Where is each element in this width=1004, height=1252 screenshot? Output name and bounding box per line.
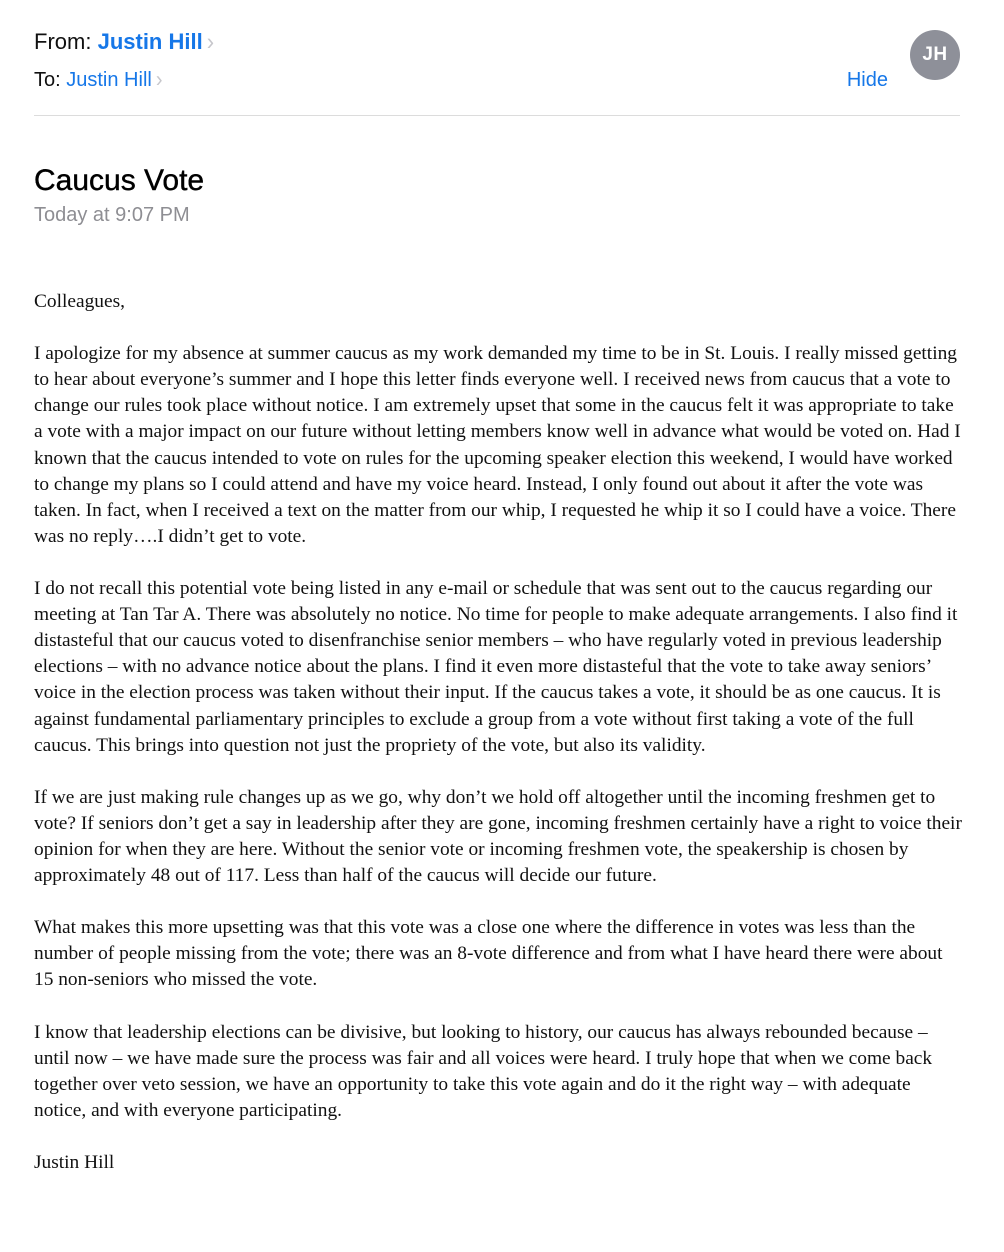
message-body bbox=[34, 289, 964, 1202]
signature: Justin Hill bbox=[34, 1152, 115, 1174]
to-label: To: bbox=[34, 69, 61, 91]
avatar[interactable]: JH bbox=[910, 30, 960, 80]
hide-details-button[interactable]: Hide bbox=[846, 69, 888, 91]
body-paragraph: If we are just making rule changes up as we go, why don’t we hold off altogether until the incoming freshmen get to vote? If seniors don’t get a say in leadership after they are gone, incoming freshmen certainly have a right to voice their opinion for when they are here. Without the senior vote or incoming freshmen vote, the speakership is chosen by approximately 48 out of 117. Less than half of the caucus will decide our future. bbox=[34, 786, 962, 887]
body-paragraph: I apologize for my absence at summer caucus as my work demanded my time to be in St. Louis. I really missed getting to hear about everyone’s summer and I hope this letter finds everyone well. I received news from caucus that a vote to change our rules took place without notice. I am extremely upset that some in the caucus felt it was appropriate to take a vote with a major impact on our future without letting members know well in advance what would be voted on. Had I known that the caucus intended to vote on rules for the upcoming speaker election this weekend, I would have worked to change my plans so I could attend and have my voice heard. Instead, I only found out about it after the vote was taken. In fact, when I received a text on the matter from our whip, I requested he whip it so I could have a voice. There was no reply….I didn’t get to vote. bbox=[34, 343, 961, 547]
body-paragraph: What makes this more upsetting was that this vote was a close one where the difference in votes was less than the number of people missing from the vote; there was an 8-vote difference and from what I have heard there were about 15 non-seniors who missed the vote. bbox=[34, 917, 943, 991]
body-paragraph: I know that leadership elections can be divisive, but looking to history, our caucus has always rebounded because – until now – we have made sure the process was fair and all voices were heard. I truly hope that when we come back together over veto session, we have an opportunity to take this vote again and do it the right way – with adequate notice, and with everyone participating. bbox=[34, 1021, 933, 1121]
from-row bbox=[34, 28, 214, 56]
body-paragraph: I do not recall this potential vote being listed in any e-mail or schedule that was sent out to the caucus regarding our meeting at Tan Tar A. There was absolutely no notice. No time for people to make adequate arrangements. I also find it distasteful that our caucus voted to disenfranchise senior members – who have regularly voted in previous leadership elections – with no advance notice about the plans. I find it even more distasteful that the vote to take away seniors’ voice in the election process was taken without their input. If the caucus takes a vote, it should be as one caucus. It is against fundamental parliamentary principles to exclude a group from a vote without first taking a vote of the full caucus. This brings into question not just the propriety of the vote, but also its validity. bbox=[34, 578, 958, 756]
from-label: From: bbox=[34, 29, 92, 54]
to-row bbox=[34, 67, 163, 93]
greeting: Colleagues, bbox=[34, 291, 126, 312]
chevron-right-icon[interactable]: › bbox=[206, 27, 215, 56]
message-header bbox=[34, 0, 960, 116]
chevron-right-icon[interactable]: › bbox=[155, 67, 163, 93]
from-sender-link[interactable]: Justin Hill bbox=[97, 29, 203, 54]
message-subject: Caucus Vote bbox=[34, 164, 205, 197]
to-recipient-link[interactable]: Justin Hill bbox=[66, 69, 152, 91]
message-date: Today at 9:07 PM bbox=[34, 204, 190, 226]
